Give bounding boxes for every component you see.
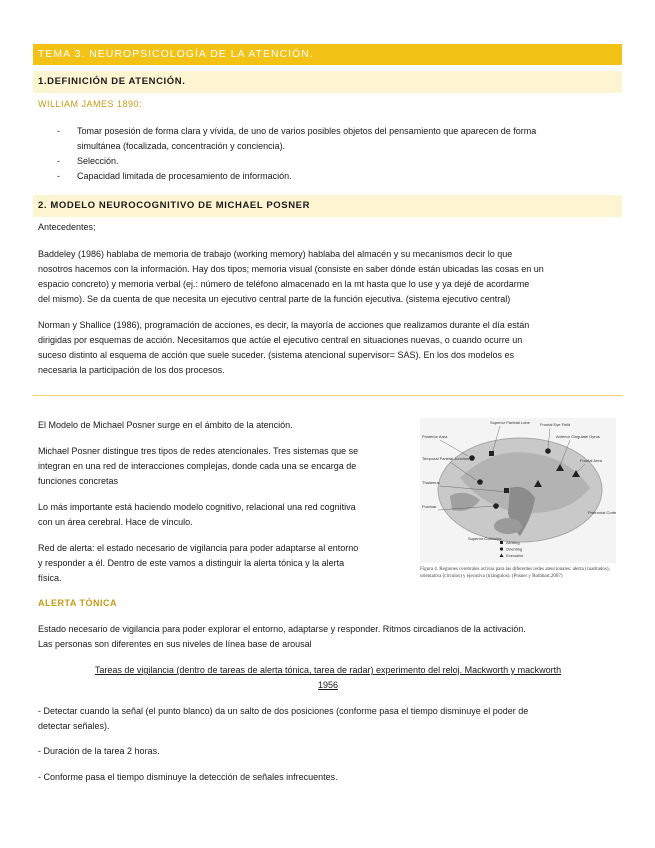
posner-networks-line-1: Michael Posner distingue tres tipos de redes atencionales. Tres sistemas que se: [38, 446, 359, 456]
section-2-heading: 2. MODELO NEUROCOGNITIVO DE MICHAEL POSNER: [33, 195, 622, 217]
label-superior-colliculus: Superior Colliculus: [468, 536, 502, 541]
legend-executive: Executive: [506, 553, 524, 558]
baddeley-line-3: espacio concreto) y memoria verbal (ej.: número de teléfono almacenado en la mt hasta que lo use y ya dejé de acordarme: [38, 279, 530, 289]
bullet-marker: -: [57, 156, 60, 166]
norman-line-3: suceso distinto al esquema de acción que suele suceder. (sistema atencional supervisor= SAS). En los dos modelos es: [38, 350, 515, 360]
label-frontal-area: Frontal Area: [580, 458, 602, 463]
brain-networks-figure: [420, 418, 616, 563]
posner-networks-line-2: integran en una red de interacciones complejas, donde cada una se encarga de: [38, 461, 357, 471]
orienting-marker: [493, 503, 499, 509]
posner-model-line-2: con un área cerebral. Hace de vínculo.: [38, 517, 193, 527]
orienting-marker: [469, 455, 475, 461]
alert-network-line-2: y responder a él. Dentro de este vamos a distinguir la alerta tónica y la alerta: [38, 558, 345, 568]
section-divider: [33, 395, 622, 396]
label-temporal-parietal-junction: Temporal Parietal Junction: [422, 456, 470, 461]
baddeley-line-2: nosotros hacemos con la información. Hay dos tipos; memoria visual (consiste en saber dónde están ubicadas las cosas en un: [38, 264, 544, 274]
posner-model-line-1: Lo más importante está haciendo modelo cognitivo, relacional una red cognitiva: [38, 502, 356, 512]
vigilance-item-2: - Duración de la tarea 2 horas.: [38, 746, 160, 756]
orienting-marker: [477, 479, 483, 485]
orienting-marker: [545, 448, 551, 454]
topic-banner: TEMA 3. NEUROPSICOLOGÍA DE LA ATENCIÓN.: [33, 44, 622, 65]
vigilance-item-1-line-1: - Detectar cuando la señal (el punto blanco) da un salto de dos posiciones (conforme pasa el tiempo disminuye el poder de: [38, 706, 529, 716]
antecedentes-label: Antecedentes;: [38, 222, 96, 232]
vigilance-title-line-2: 1956: [317, 680, 339, 690]
norman-line-1: Norman y Shallice (1986), programación de acciones, es decir, la mayoría de acciones que realizamos durante el día están: [38, 320, 530, 330]
vigilance-item-3: - Conforme pasa el tiempo disminuye la detección de señales infrecuentes.: [38, 772, 338, 782]
legend-orienting: Orienting: [506, 546, 523, 552]
figure-caption: Figura 4. Regiones cerebrales activas para las diferentes redes atencionales: alerta (cuadrados), orientativa (círculos) y ejecutiva (triángulos). (Posner y Rothbart,2007): [420, 567, 610, 579]
label-frontal-eye-field: Frontal Eye Field: [540, 422, 571, 427]
vigilance-title-line-1: Tareas de vigilancia (dentro de tareas de alerta tónica, tarea de radar) experimento del reloj. Mackworth y mackworth: [94, 665, 562, 675]
bullet-1-line-1: Tomar posesión de forma clara y vívida, de uno de varios posibles objetos del pensamiento que aparecen de forma: [77, 126, 537, 136]
norman-line-4: necesaria la participación de los dos procesos.: [38, 365, 225, 375]
bullet-marker: -: [57, 126, 60, 136]
alert-network-line-3: física.: [38, 573, 62, 583]
bullet-marker: -: [57, 171, 60, 181]
label-prefrontal-cortex: Prefrontal Cortex: [588, 510, 616, 515]
label-superior-parietal-lobe: Superior Parietal Lobe: [490, 420, 530, 425]
norman-line-2: dirigidas por esquemas de acción. Necesitamos que actúe el ejecutivo central en situaciones nuevas, o cuando ocurre un: [38, 335, 523, 345]
figure-legend: [500, 540, 525, 558]
label-pulvinar: Pulvinar: [422, 504, 437, 509]
bullet-1-line-2: simultánea (focalizada, concentración y conciencia).: [77, 141, 286, 151]
alerting-marker: [489, 451, 494, 456]
label-posterior-area: Posterior Area: [422, 434, 448, 439]
alerta-line-2: Las personas son diferentes en sus niveles de línea base de arousal: [38, 639, 312, 649]
brain-illustration: [420, 418, 616, 563]
bullet-3: Capacidad limitada de procesamiento de información.: [77, 171, 292, 181]
legend-alerting: Alerting: [506, 540, 520, 545]
posner-networks-line-3: funciones concretas: [38, 476, 119, 486]
section-1-heading: 1.DEFINICIÓN DE ATENCIÓN.: [33, 71, 622, 93]
label-thalamus: Thalamus: [422, 480, 440, 485]
posner-intro: El Modelo de Michael Posner surge en el ámbito de la atención.: [38, 420, 293, 430]
alerta-line-1: Estado necesario de vigilancia para poder explorar el entorno, adaptarse y responder. Ritmos circadianos de la activación.: [38, 624, 526, 634]
vigilance-item-1-line-2: detectar señales).: [38, 721, 110, 731]
baddeley-line-1: Baddeley (1986) hablaba de memoria de trabajo (working memory) hablaba del almacén y su mecanismos decir lo que: [38, 249, 513, 259]
alerta-tonica-heading: ALERTA TÓNICA: [38, 598, 117, 608]
label-anterior-cingulate-gyrus: Anterior Cingulate Gyrus: [556, 434, 600, 439]
baddeley-line-4: del mismo). Se da cuenta de que necesita un ejecutivo central parte de la función ejecutiva. (sistema ejecutivo central): [38, 294, 511, 304]
william-james-subheading: WILLIAM JAMES 1890:: [38, 99, 143, 109]
bullet-2: Selección.: [77, 156, 119, 166]
alert-network-line-1: Red de alerta: el estado necesario de vigilancia para poder adaptarse al entorno: [38, 543, 359, 553]
alerting-marker: [504, 488, 509, 493]
